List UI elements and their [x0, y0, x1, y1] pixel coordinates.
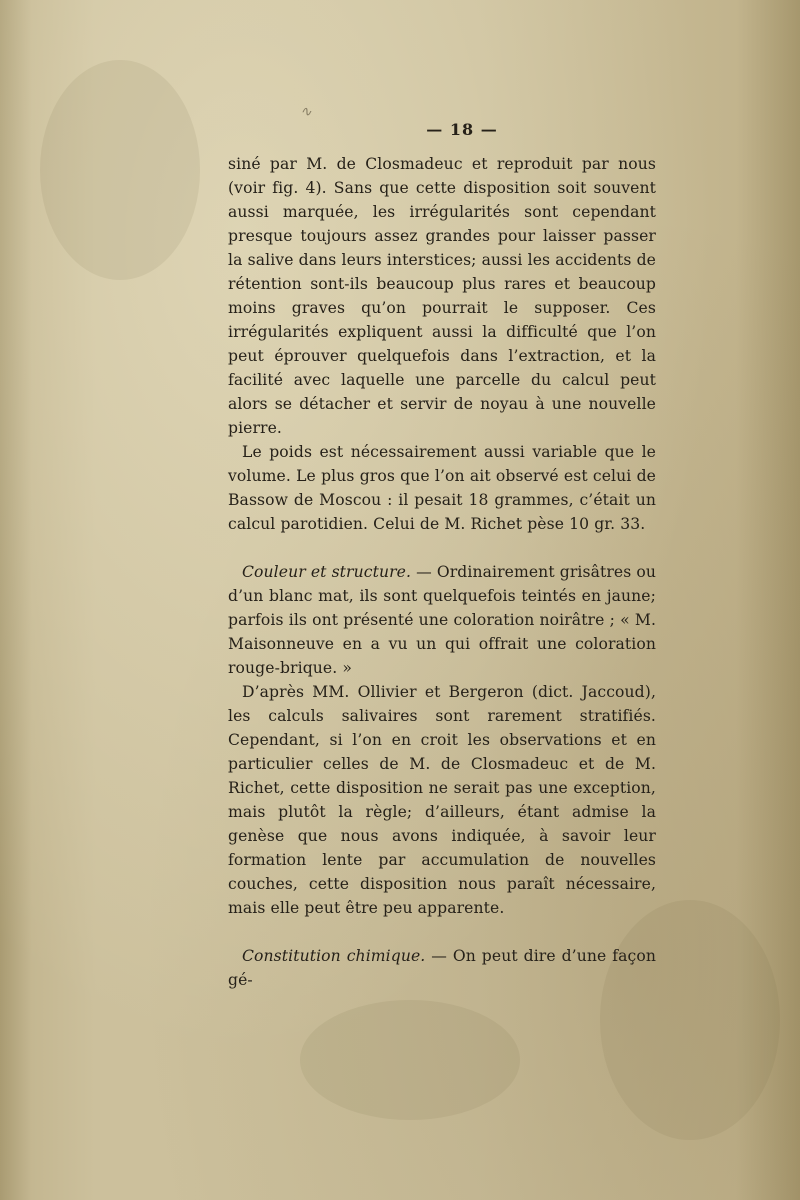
page-number: — 18 —: [426, 120, 498, 139]
paragraph-5-text: — On peut dire d’une façon gé-: [228, 947, 656, 989]
section-heading-couleur: Couleur et structure.: [242, 563, 412, 581]
paragraph-gap: [228, 920, 656, 944]
paper-stain: [40, 60, 200, 280]
paragraph-3: [228, 560, 656, 680]
paragraph-2: Le poids est nécessairement aussi variable que le volume. Le plus gros que l’on ait observé est celui de Bassow de Moscou : il pesait 18 grammes, c’était un calcul parotidien. Celui de M. Richet pèse 10 gr. 33.: [228, 443, 656, 533]
paragraph-gap: [228, 536, 656, 560]
section-heading-constitution: Constitution chimique.: [242, 947, 426, 965]
paragraph-5: [228, 944, 656, 992]
paragraph-3-text: — Ordinairement grisâtres ou d’un blanc mat, ils sont quelquefois teintés en jaune; parfois ils ont présenté une coloration noirâtre ; « M. Maisonneuve en a vu un qui offrait une coloration rouge-brique. »: [228, 563, 657, 677]
paper-stain: [300, 1000, 520, 1120]
paragraph-4: D’après MM. Ollivier et Bergeron (dict. Jaccoud), les calculs salivaires sont rarement stratifiés. Cependant, si l’on en croit les observations et en particulier celles de M. de Closmadeuc et de M. Richet, cette disposition ne serait pas une exception, mais plutôt la règle; d’ailleurs, étant admise la genèse que nous avons indiquée, à savoir leur formation lente par accumulation de nouvelles couches, cette disposition nous paraît nécessaire, mais elle peut être peu apparente.: [228, 683, 656, 917]
paragraph-1: siné par M. de Closmadeuc et reproduit par nous (voir fig. 4). Sans que cette disposition soit souvent aussi marquée, les irrégularités sont cependant presque toujours assez grandes pour laisser passer la salive dans leurs interstices; aussi les accidents de rétention sont-ils beaucoup plus rares et beaucoup moins graves qu’on pourrait le supposer. Ces irrégularités expliquent aussi la difficulté que l’on peut éprouver quelquefois dans l’extraction, et la facilité avec laquelle une parcelle du calcul peut alors se détacher et servir de noyau à une nouvelle pierre.: [228, 155, 656, 437]
text-body: [228, 118, 656, 992]
handwritten-mark: ∿: [300, 104, 312, 120]
